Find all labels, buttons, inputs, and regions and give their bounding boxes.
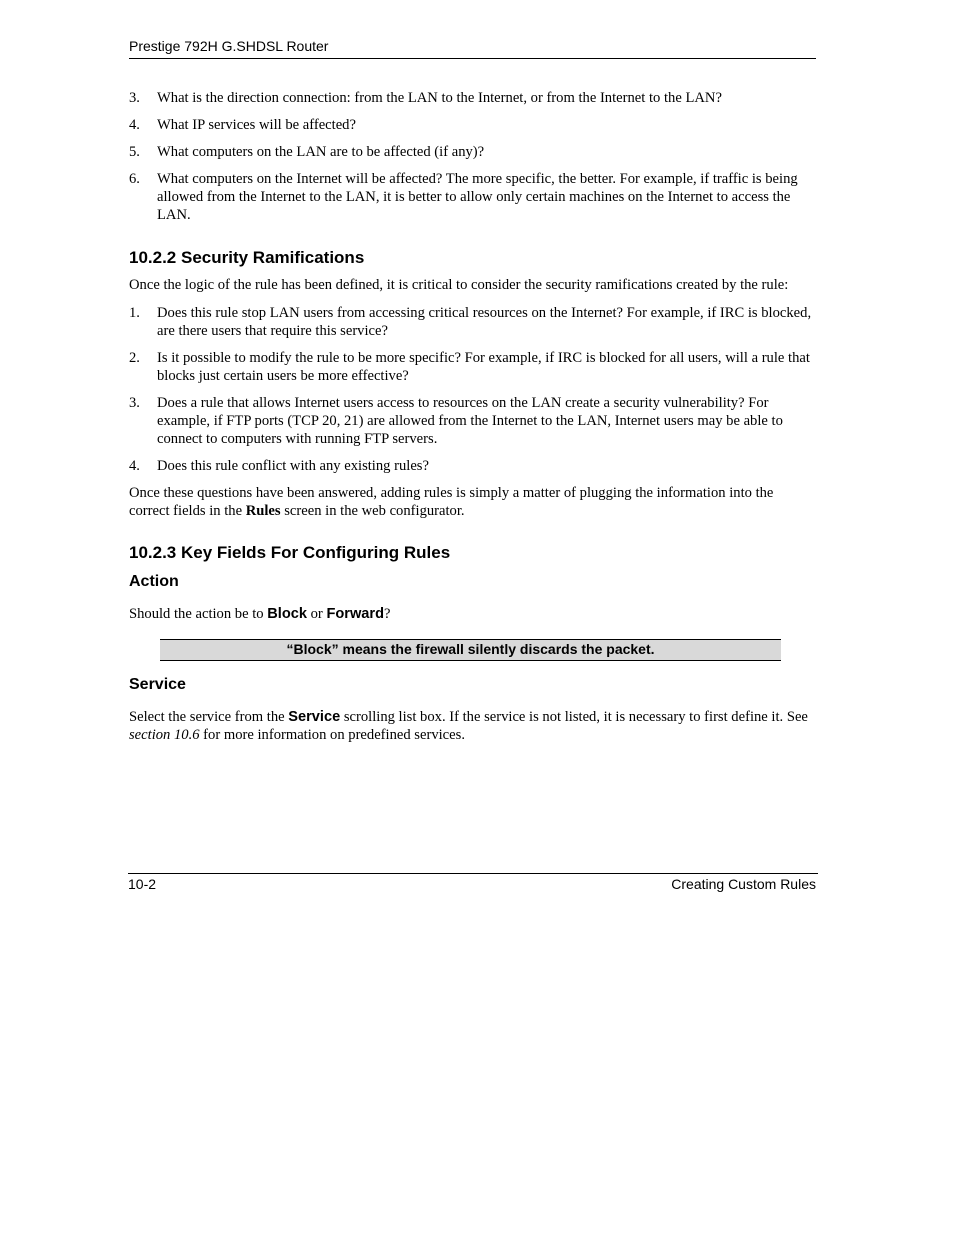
- security-questions-list: [129, 304, 815, 475]
- list-number: 2.: [129, 350, 140, 366]
- closing-text-end: screen in the web configurator.: [280, 503, 465, 519]
- block-term: Block: [267, 606, 307, 622]
- service-term: Service: [288, 709, 341, 725]
- action-text: [129, 605, 815, 623]
- action-text-1: Should the action be to: [129, 606, 268, 622]
- page-header: [129, 38, 816, 59]
- rules-screen-name: Rules: [245, 503, 281, 519]
- security-closing: [129, 484, 815, 520]
- subheading-service: Service: [129, 676, 186, 693]
- page-content: [129, 89, 815, 744]
- footer-chapter-title: Creating Custom Rules: [671, 876, 816, 892]
- list-number: 4.: [129, 458, 140, 474]
- section-heading-key-fields: 10.2.3 Key Fields For Configuring Rules: [129, 543, 451, 562]
- list-number: 6.: [129, 171, 140, 187]
- forward-term: Forward: [326, 606, 385, 622]
- service-text-3: for more information on predefined services.: [199, 727, 465, 743]
- direction-questions-list: [129, 89, 815, 224]
- action-text-3: ?: [384, 606, 391, 622]
- list-item: [129, 304, 815, 340]
- list-item: [129, 89, 815, 107]
- closing-text: Once these questions have been answered, adding rules is simply a matter of plugging the information into the correct fields in the: [129, 485, 774, 519]
- list-item: [129, 116, 815, 134]
- service-text-1: Select the service from the: [129, 709, 289, 725]
- page-footer: [128, 873, 818, 893]
- list-number: 3.: [129, 395, 140, 411]
- service-text: [129, 708, 815, 744]
- subheading-action: Action: [129, 573, 179, 590]
- footer-page-number: 10-2: [128, 876, 157, 892]
- list-number: 5.: [129, 144, 140, 160]
- list-text: What IP services will be affected?: [157, 117, 356, 133]
- list-number: 4.: [129, 117, 140, 133]
- list-text: Is it possible to modify the rule to be more specific? For example, if IRC is blocked for all users, will a rule that blocks just certain users be more effective?: [157, 350, 810, 384]
- list-text: What is the direction connection: from the LAN to the Internet, or from the Internet to the LAN?: [157, 90, 722, 106]
- list-number: 3.: [129, 90, 140, 106]
- list-number: 1.: [129, 305, 140, 321]
- list-item: [129, 349, 815, 385]
- service-text-2: scrolling list box. If the service is not listed, it is necessary to first define it. See: [340, 709, 808, 725]
- list-text: Does a rule that allows Internet users access to resources on the LAN create a security vulnerability? For example, if FTP ports (TCP 20, 21) are allowed from the Internet to the LAN, Internet users may be able to connect to computers with running FTP servers.: [157, 395, 783, 447]
- list-item: [129, 143, 815, 161]
- action-text-2: or: [306, 606, 327, 622]
- header-title: Prestige 792H G.SHDSL Router: [129, 38, 329, 54]
- security-intro: Once the logic of the rule has been defined, it is critical to consider the security ramifications created by the rule:: [129, 277, 789, 293]
- section-reference: section 10.6: [129, 727, 200, 743]
- note-box: “Block” means the firewall silently discards the packet.: [160, 639, 781, 661]
- list-text: Does this rule stop LAN users from accessing critical resources on the Internet? For example, if IRC is blocked, are there users that require this service?: [157, 305, 812, 339]
- list-item: [129, 457, 815, 475]
- list-item: [129, 170, 815, 224]
- list-text: What computers on the Internet will be affected? The more specific, the better. For example, if traffic is being allowed from the Internet to the LAN, it is better to allow only certain machines on the Internet to access the LAN.: [157, 171, 798, 223]
- list-item: [129, 394, 815, 448]
- list-text: Does this rule conflict with any existing rules?: [157, 458, 429, 474]
- list-text: What computers on the LAN are to be affected (if any)?: [157, 144, 485, 160]
- section-heading-security: 10.2.2 Security Ramifications: [129, 248, 365, 267]
